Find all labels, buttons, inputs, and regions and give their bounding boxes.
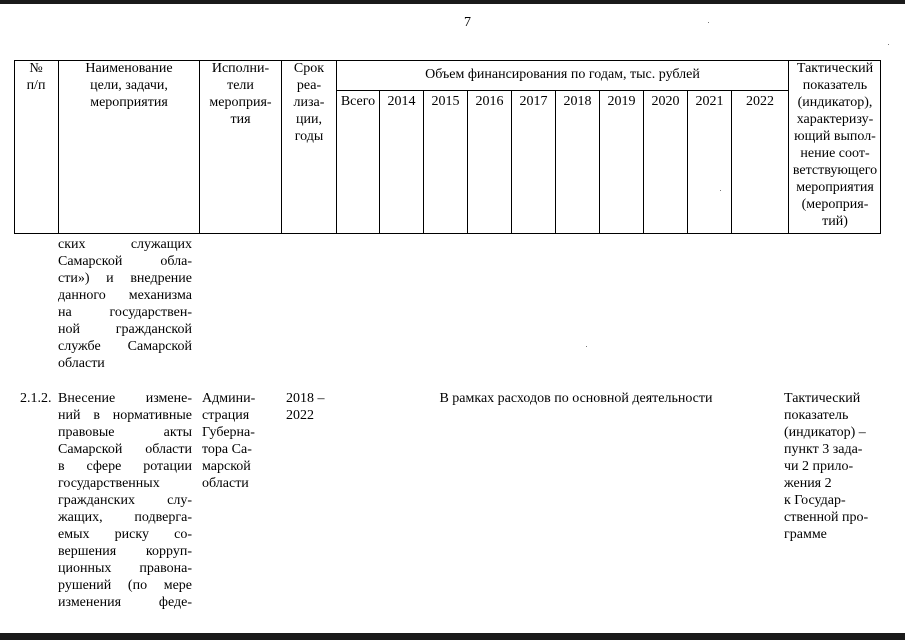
header-year: 2020 xyxy=(643,90,687,234)
header-year: 2014 xyxy=(379,90,423,234)
text-line: жения 2 xyxy=(784,476,832,491)
header-text: № xyxy=(29,61,43,76)
text-line: емых риску со- xyxy=(58,527,192,542)
text-line: правовые акты xyxy=(58,425,192,440)
header-text: Исполни- xyxy=(211,61,270,76)
text-line: Админи- xyxy=(202,391,256,406)
text-line: вершения корруп- xyxy=(58,544,192,559)
text-line: чи 2 прило- xyxy=(784,459,854,474)
text-line: изменения феде- xyxy=(58,595,192,610)
header-indicator xyxy=(788,60,881,234)
text-line: тора Са- xyxy=(202,442,252,457)
header-text: (мероприя- xyxy=(801,197,869,212)
top-border xyxy=(0,0,905,4)
text-line: страция xyxy=(202,408,250,423)
header-year: 2019 xyxy=(599,90,643,234)
scan-speck xyxy=(708,22,709,23)
text-line: ских служащих xyxy=(58,237,192,252)
text-line: Самарской области xyxy=(58,442,192,457)
header-text: ветствующего xyxy=(792,163,878,178)
header-year: 2022 xyxy=(731,90,788,234)
header-text: ющий выпол- xyxy=(794,129,876,144)
header-text: тия xyxy=(230,112,251,127)
text-line: ционных правона- xyxy=(58,561,192,576)
header-year: 2017 xyxy=(511,90,555,234)
header-year: 2015 xyxy=(423,90,467,234)
text-line: Внесение измене- xyxy=(58,391,192,406)
page-number: 7 xyxy=(464,15,471,30)
header-number xyxy=(14,60,58,234)
header-text: показатель xyxy=(802,78,868,93)
continued-text xyxy=(58,236,192,372)
header-text: реа- xyxy=(296,78,322,93)
header-year: 2021 xyxy=(687,90,731,234)
header-text: цели, задачи, xyxy=(90,78,168,93)
header-executors xyxy=(199,60,281,234)
text-line: данного механизма xyxy=(58,288,192,303)
header-text: мероприятия xyxy=(796,180,874,195)
bottom-border xyxy=(0,633,905,640)
text-line: ний в нормативные xyxy=(58,408,192,423)
header-text: лиза- xyxy=(293,95,325,110)
header-text: мероприятия xyxy=(90,95,168,110)
text-line: ной гражданской xyxy=(58,322,192,337)
row-indicator xyxy=(784,390,876,543)
text-line: в сфере ротации xyxy=(58,459,192,474)
text-line: жащих, подверга- xyxy=(58,510,192,525)
header-text: нение соот- xyxy=(800,146,870,161)
header-text: Наименование xyxy=(85,61,173,76)
header-text: п/п xyxy=(26,78,46,93)
text-line: показатель xyxy=(784,408,849,423)
header-text: ции, xyxy=(296,112,322,127)
text-line: службе Самарской xyxy=(58,339,192,354)
header-text: Срок xyxy=(293,61,325,76)
scan-speck xyxy=(888,44,889,45)
text-line: марской xyxy=(202,459,251,474)
text-line: сти») и внедрение xyxy=(58,271,192,286)
scan-speck xyxy=(586,346,587,347)
text-line: гражданских слу- xyxy=(58,493,192,508)
header-financing: Объем финансирования по годам, тыс. рублей xyxy=(336,60,788,90)
header-text: мероприя- xyxy=(209,95,272,110)
header-term xyxy=(281,60,336,234)
text-line: грамме xyxy=(784,527,827,542)
header-year: 2016 xyxy=(467,90,511,234)
row-executor xyxy=(202,390,262,492)
row-name xyxy=(58,390,192,611)
text-line: области xyxy=(58,356,105,371)
header-text: годы xyxy=(294,129,324,144)
text-line: рушений (по мере xyxy=(58,578,192,593)
text-line: 2022 xyxy=(286,408,314,423)
text-line: 2018 – xyxy=(286,391,325,406)
table-header xyxy=(14,60,881,234)
text-line: Тактический xyxy=(784,391,861,406)
header-year: 2018 xyxy=(555,90,599,234)
text-line: ственной про- xyxy=(784,510,869,525)
text-line: государственных xyxy=(58,476,160,491)
text-line: области xyxy=(202,476,249,491)
text-line: к Государ- xyxy=(784,493,846,508)
header-text: характеризу- xyxy=(796,112,874,127)
scan-speck xyxy=(720,190,721,191)
text-line: (индикатор) – xyxy=(784,425,866,440)
text-line: Самарской обла- xyxy=(58,254,192,269)
row-number: 2.1.2. xyxy=(20,391,52,406)
text-line: на государствен- xyxy=(58,305,192,320)
text-line: Губерна- xyxy=(202,425,255,440)
header-text: Тактический xyxy=(796,61,874,76)
header-text: (индикатор), xyxy=(797,95,873,110)
header-text: тий) xyxy=(822,214,848,229)
header-total: Всего xyxy=(336,90,379,234)
header-name xyxy=(58,60,199,234)
header-text: тели xyxy=(227,78,254,93)
row-financing: В рамках расходов по основной деятельности xyxy=(439,391,713,406)
text-line: пункт 3 зада- xyxy=(784,442,863,457)
